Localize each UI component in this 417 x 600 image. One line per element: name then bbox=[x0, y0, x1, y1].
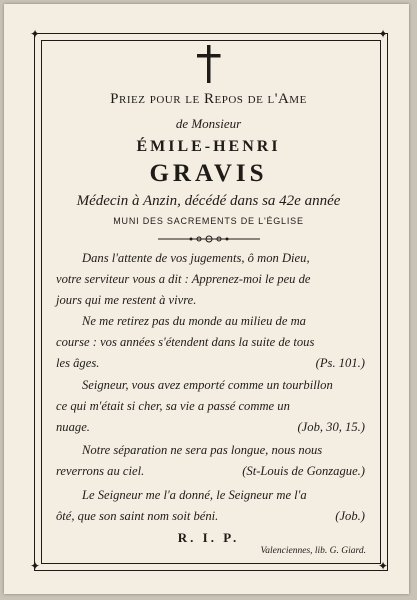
verse-line: Seigneur, vous avez emporté comme un tourbillon bbox=[82, 378, 333, 392]
verse-line: ôté, que son saint nom soit béni. bbox=[56, 509, 219, 523]
corner-ornament-icon: ✦ bbox=[29, 27, 41, 41]
verse-line: les âges. bbox=[56, 356, 100, 370]
verse-line: ce qui m'était si cher, sa vie a passé comme un bbox=[56, 399, 290, 413]
sacraments-line: MUNI DES SACREMENTS DE L'ÉGLISE bbox=[113, 216, 304, 226]
verse-paragraph bbox=[56, 311, 365, 374]
verse-paragraph bbox=[56, 485, 365, 527]
corner-ornament-icon: ✦ bbox=[377, 559, 389, 573]
deceased-description: Médecin à Anzin, décédé dans sa 42e année bbox=[76, 193, 341, 209]
deceased-surname: GRAVIS bbox=[149, 160, 268, 187]
deceased-first-names: ÉMILE-HENRI bbox=[136, 138, 281, 155]
corner-ornament-icon: ✦ bbox=[377, 27, 389, 41]
honorific: de Monsieur bbox=[175, 116, 242, 131]
scripture-reference: (Ps. 101.) bbox=[315, 356, 365, 370]
scripture-reference: (Job.) bbox=[335, 509, 365, 523]
verse-line: nuage. bbox=[56, 420, 90, 434]
scripture-reference: (Job, 30, 15.) bbox=[297, 420, 365, 434]
verse-line: reverrons au ciel. bbox=[56, 464, 145, 478]
corner-ornament-icon: ✦ bbox=[29, 559, 41, 573]
rip-closing: R. I. P. bbox=[177, 530, 240, 545]
verse-paragraph bbox=[56, 375, 365, 438]
quote-attribution: (St-Louis de Gonzague.) bbox=[242, 464, 365, 478]
verse-line: votre serviteur vous a dit : Apprenez-moi le peu de bbox=[56, 272, 311, 286]
cross-icon bbox=[0, 44, 417, 89]
verse-paragraph bbox=[56, 440, 365, 482]
verse-line: course : vos années s'étendent dans la suite de tous bbox=[56, 335, 315, 349]
prayer-heading: Priez pour le Repos de l'Ame bbox=[110, 91, 307, 107]
verse-line: Ne me retirez pas du monde au milieu de ma bbox=[82, 314, 306, 328]
verse-line: jours qui me restent à vivre. bbox=[56, 293, 197, 307]
printer-credit: Valenciennes, lib. G. Giard. bbox=[260, 546, 366, 556]
verse-line: Le Seigneur me l'a donné, le Seigneur me l'a bbox=[82, 488, 307, 502]
verse-line: Dans l'attente de vos jugements, ô mon Dieu, bbox=[82, 251, 310, 265]
verse-line: Notre séparation ne sera pas longue, nous nous bbox=[82, 443, 323, 457]
verse-paragraph bbox=[56, 248, 365, 311]
